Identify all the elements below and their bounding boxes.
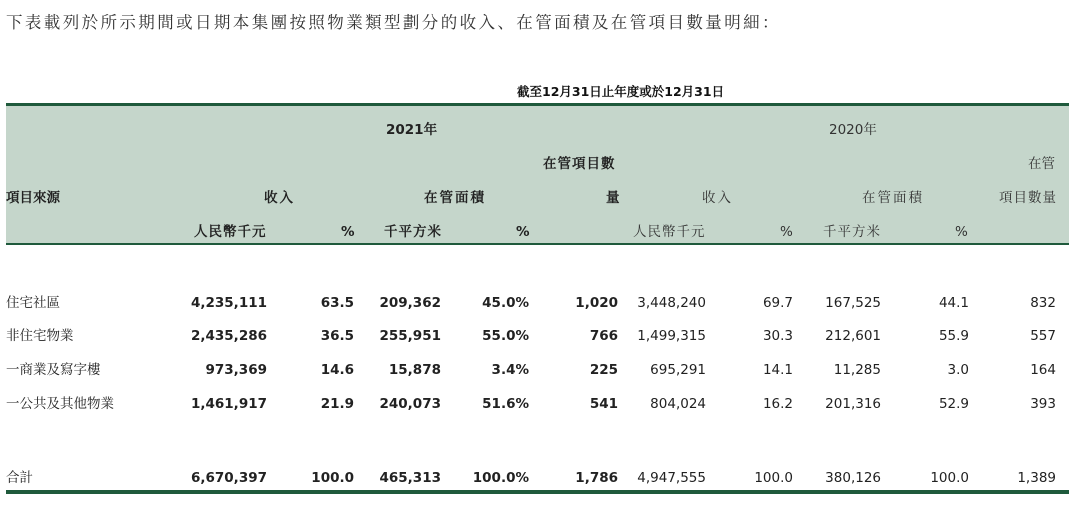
total-revenue-2020: 4,947,555	[637, 470, 706, 486]
col-revenue-2021: 收入	[264, 190, 295, 206]
cell-count-2021: 766	[589, 328, 618, 344]
cell-area-2021: 255,951	[379, 328, 441, 344]
cell-area-2020: 167,525	[825, 295, 881, 311]
total-pct-2020: 100.0	[754, 470, 793, 486]
cell-revenue-2021: 973,369	[205, 362, 267, 378]
cell-revenue-2021: 4,235,111	[190, 295, 267, 311]
cell-apct-2021: 45.0%	[482, 295, 529, 311]
cell-area-2020: 11,285	[833, 362, 881, 378]
cell-pct-2020: 30.3	[762, 328, 793, 344]
cell-count-2020: 557	[1030, 328, 1056, 344]
cell-revenue-2020: 3,448,240	[637, 295, 706, 311]
cell-pct-2020: 16.2	[762, 396, 793, 412]
col-count-2021-line1: 在管項目數	[543, 156, 616, 172]
header-rule	[6, 243, 1069, 245]
unit-rmb-2020: 人民幣千元	[633, 224, 706, 240]
cell-count-2020: 393	[1030, 396, 1056, 412]
table-header-band	[6, 106, 1069, 244]
cell-count-2021: 541	[589, 396, 618, 412]
year-2020: 2020年	[829, 122, 877, 138]
cell-count-2021: 225	[589, 362, 618, 378]
total-label: 合計	[6, 470, 33, 486]
row-label: 非住宅物業	[6, 328, 74, 344]
cell-area-2021: 15,878	[388, 362, 441, 378]
cell-revenue-2020: 804,024	[650, 396, 706, 412]
period-header: 截至12月31日止年度或於12月31日	[517, 84, 725, 99]
cell-pct-2021: 21.9	[320, 396, 354, 412]
cell-pct-2021: 14.6	[320, 362, 354, 378]
total-count-2021: 1,786	[575, 470, 618, 486]
unit-apct-2021: %	[516, 224, 530, 240]
cell-revenue-2021: 2,435,286	[190, 328, 267, 344]
cell-area-2020: 212,601	[825, 328, 881, 344]
total-apct-2021: 100.0%	[472, 470, 529, 486]
cell-apct-2021: 55.0%	[482, 328, 529, 344]
cell-pct-2021: 63.5	[320, 295, 354, 311]
cell-area-2021: 209,362	[379, 295, 441, 311]
col-count-2020-line2: 項目數量	[999, 190, 1057, 206]
year-2021: 2021年	[386, 122, 438, 138]
col-area-2021: 在管面積	[424, 190, 486, 206]
cell-revenue-2020: 695,291	[650, 362, 706, 378]
row-label: 住宅社區	[6, 295, 60, 311]
cell-apct-2021: 3.4%	[491, 362, 529, 378]
col-count-2021-line2: 量	[606, 190, 620, 206]
bottom-rule	[6, 490, 1069, 494]
col-source: 項目來源	[6, 190, 60, 206]
cell-pct-2020: 69.7	[762, 295, 793, 311]
cell-pct-2021: 36.5	[320, 328, 354, 344]
cell-apct-2021: 51.6%	[482, 396, 529, 412]
row-label: 一商業及寫字樓	[6, 362, 101, 378]
cell-apct-2020: 3.0	[947, 362, 969, 378]
total-area-2021: 465,313	[379, 470, 441, 486]
cell-revenue-2020: 1,499,315	[637, 328, 706, 344]
unit-rmb-2021: 人民幣千元	[194, 224, 267, 240]
cell-pct-2020: 14.1	[762, 362, 793, 378]
unit-apct-2020: %	[955, 224, 968, 240]
col-count-2020-line1: 在管	[1028, 156, 1055, 172]
total-area-2020: 380,126	[825, 470, 881, 486]
col-revenue-2020: 收入	[702, 190, 733, 206]
unit-pct-2020: %	[780, 224, 793, 240]
cell-count-2021: 1,020	[575, 295, 618, 311]
unit-sqm-2021: 千平方米	[384, 224, 442, 240]
col-area-2020: 在管面積	[862, 190, 924, 206]
cell-area-2021: 240,073	[379, 396, 441, 412]
total-apct-2020: 100.0	[930, 470, 969, 486]
cell-revenue-2021: 1,461,917	[190, 396, 267, 412]
intro-text: 下表載列於所示期間或日期本集團按照物業類型劃分的收入、在管面積及在管項目數量明細：	[6, 13, 781, 32]
total-count-2020: 1,389	[1017, 470, 1056, 486]
total-pct-2021: 100.0	[311, 470, 354, 486]
row-label: 一公共及其他物業	[6, 396, 114, 412]
cell-count-2020: 164	[1030, 362, 1056, 378]
unit-pct-2021: %	[341, 224, 355, 240]
total-revenue-2021: 6,670,397	[190, 470, 267, 486]
unit-sqm-2020: 千平方米	[823, 224, 881, 240]
cell-apct-2020: 44.1	[938, 295, 969, 311]
cell-area-2020: 201,316	[825, 396, 881, 412]
cell-count-2020: 832	[1030, 295, 1056, 311]
cell-apct-2020: 55.9	[938, 328, 969, 344]
cell-apct-2020: 52.9	[938, 396, 969, 412]
